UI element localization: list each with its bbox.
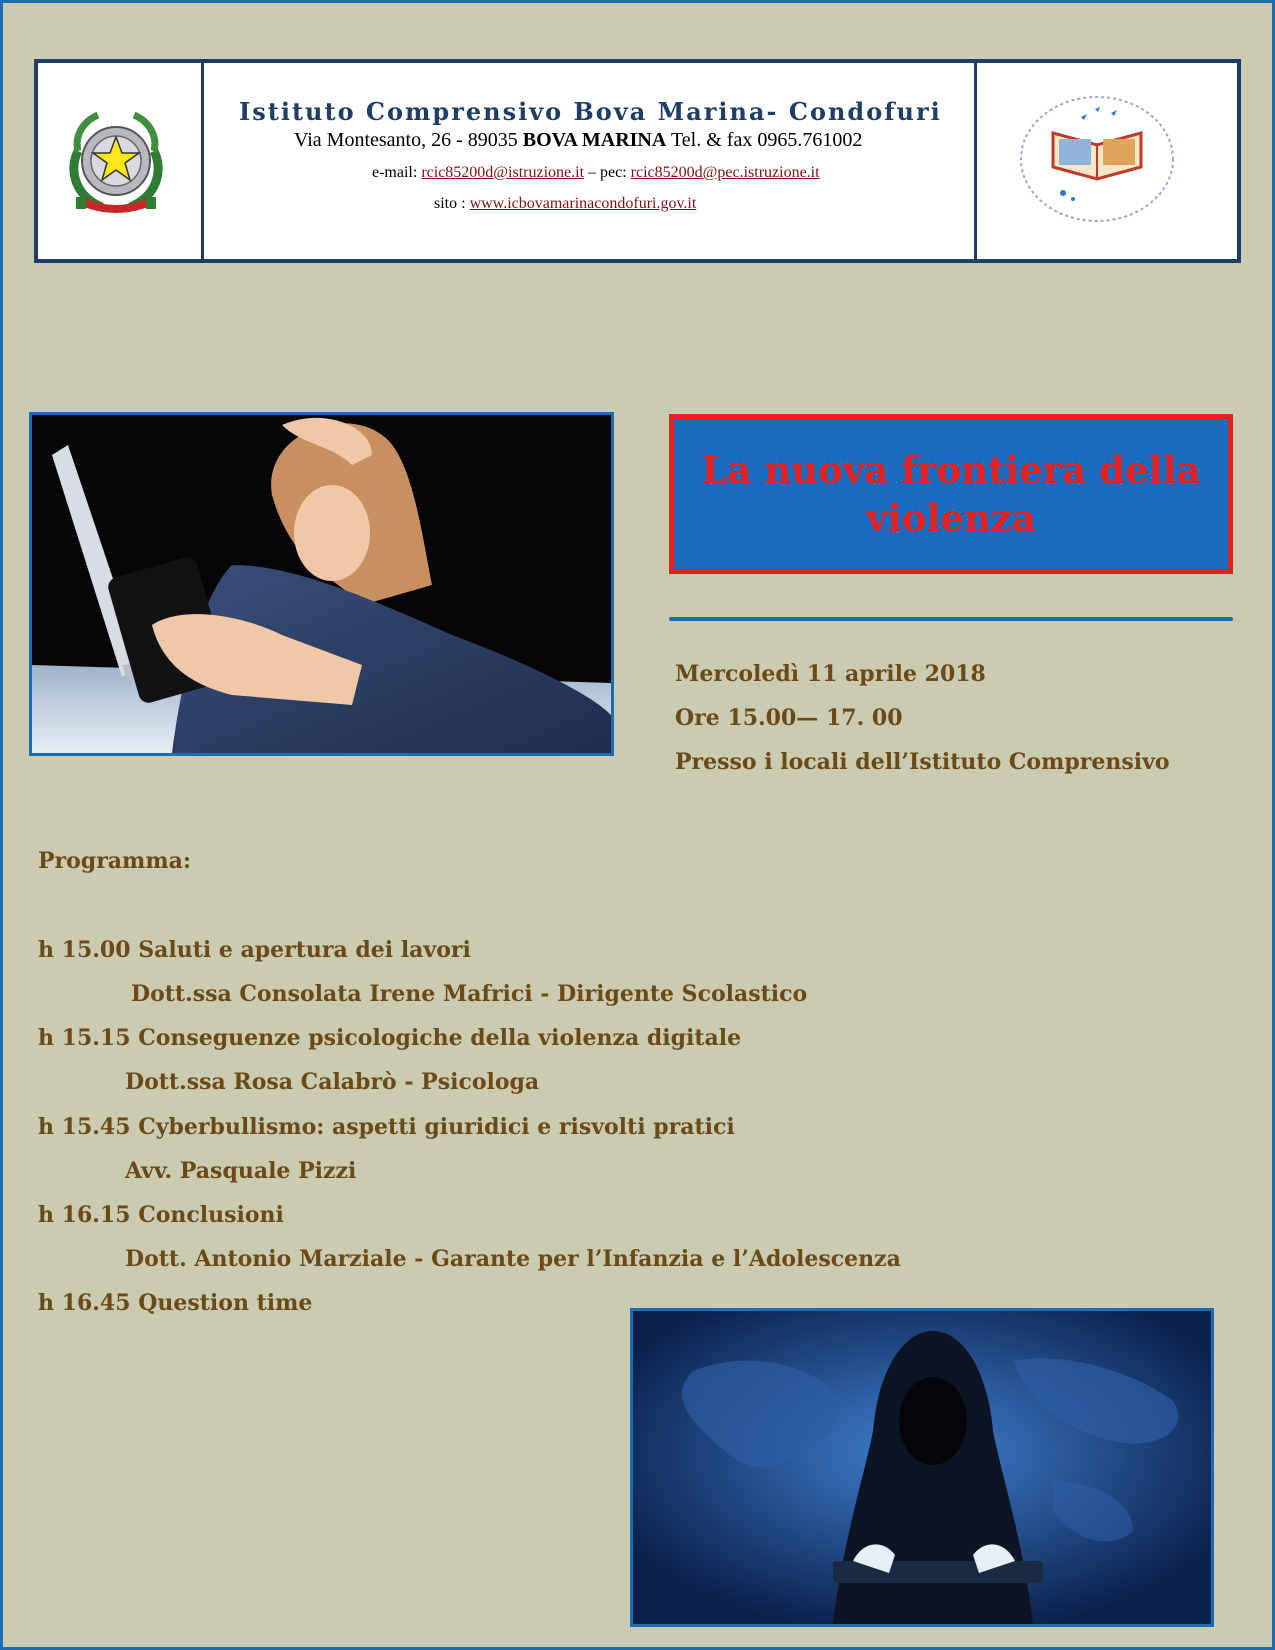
program-item-speaker: Dott.ssa Rosa Calabrò - Psicologa — [125, 1069, 540, 1095]
address-street: Via Montesanto, 26 - 89035 — [294, 129, 523, 151]
contact-site — [434, 195, 696, 213]
program-item-speaker: Dott. Antonio Marziale - Garante per l’Infanzia e l’Adolescenza — [125, 1246, 901, 1272]
program-item-time-title: h 16.45 Question time — [38, 1290, 313, 1316]
contact-emails — [372, 164, 820, 182]
email-link[interactable]: rcic85200d@istruzione.it — [421, 164, 585, 181]
school-logo-icon — [977, 63, 1237, 259]
event-time: Ore 15.00— 17. 00 — [675, 705, 903, 731]
program-item-time-title: h 16.15 Conclusioni — [38, 1202, 284, 1228]
program-heading: Programma: — [38, 848, 191, 874]
program-item-speaker: Avv. Pasquale Pizzi — [125, 1158, 357, 1184]
school-name: Istituto Comprensivo Bova Marina- Condofuri — [239, 97, 942, 126]
event-title: La nuova frontiera della violenza — [701, 448, 1201, 540]
divider-line — [669, 617, 1233, 621]
email-label: e-mail: — [372, 164, 422, 181]
program-item-speaker: Dott.ssa Consolata Irene Mafrici - Dirigente Scolastico — [131, 981, 808, 1007]
photo-hooded-hacker — [630, 1308, 1214, 1627]
girl-with-phone-illustration — [32, 415, 611, 753]
program-item-time-title: h 15.45 Cyberbullismo: aspetti giuridici e risvolti pratici — [38, 1114, 735, 1140]
event-date: Mercoledì 11 aprile 2018 — [675, 661, 986, 687]
program-item-time-title: h 15.00 Saluti e apertura dei lavori — [38, 937, 471, 963]
site-label: sito : — [434, 195, 470, 212]
program-item-time-title: h 15.15 Conseguenze psicologiche della violenza digitale — [38, 1025, 742, 1051]
letterhead-text — [204, 63, 978, 259]
site-link[interactable]: www.icbovamarinacondofuri.gov.it — [469, 195, 697, 212]
republic-emblem-cell — [38, 63, 204, 259]
hooded-hacker-illustration — [633, 1311, 1211, 1624]
republic-emblem-icon — [38, 63, 201, 259]
school-address — [294, 129, 862, 152]
event-place: Presso i locali dell’Istituto Comprensivo — [675, 749, 1170, 775]
event-title-box — [669, 414, 1233, 574]
address-phone: Tel. & fax 0965.761002 — [666, 129, 863, 151]
address-city: BOVA MARINA — [522, 129, 667, 151]
pec-link[interactable]: rcic85200d@pec.istruzione.it — [630, 164, 820, 181]
photo-girl-with-phone — [29, 412, 614, 756]
letterhead — [34, 59, 1241, 263]
pec-label: – pec: — [584, 164, 631, 181]
school-logo-cell — [974, 63, 1237, 259]
